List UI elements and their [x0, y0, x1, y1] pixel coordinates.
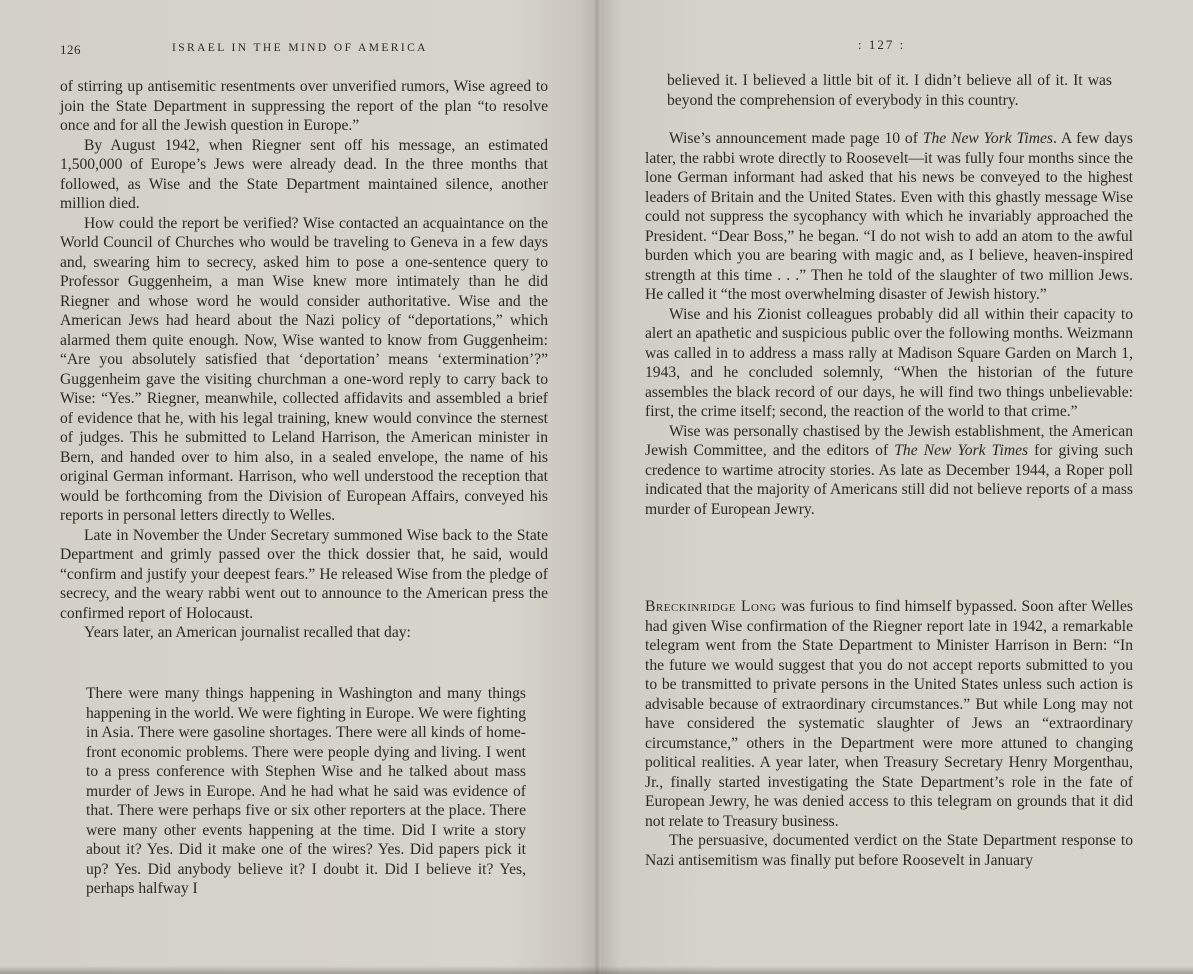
page-edge-shadow	[0, 966, 1193, 974]
newspaper-title: The New York Times	[894, 442, 1029, 459]
paragraph: How could the report be verified? Wise contacted an acquaintance on the World Council of Churches who would be traveling to Geneva in a few days and, swearing him to secrecy, asked him to pose a one-sentence query to Professor Guggenheim, a man Wise knew more intimately than he did Riegner and whose word he would consider authoritative. Wise and the American Jews had heard about the Nazi policy of “deportations,” which alarmed them quite enough. Now, Wise wanted to know from Guggenheim: “Are you absolutely satisfied that ‘deportation’ means ‘extermination’?” Guggenheim gave the visiting churchman a one-word reply to carry back to Wise: “Yes.” Riegner, meanwhile, collected affidavits and assembled a brief of evidence that he, with his legal training, knew would convince the sternest of judges. This he submitted to Leland Harrison, the American minister in Bern, and handed over to him also, in a sealed envelope, the name of his original German informant. Harrison, who well understood the reception that would be forthcoming from the Division of European Affairs, conveyed his reports in personal letters directly to Welles.	[60, 214, 548, 524]
quote-text: There were many things happening in Washington and many things happening in the world. We were fighting in Europe. We were fighting in Asia. There were gasoline shortages. There were all kinds of home-front economic problems. There were people dying and living. I went to a press conference with Stephen Wise and he talked about mass murder of Jews in Europe. And he had what he said was evidence of that. There were perhaps five or six other reporters at the place. There were many other events happening at the time. Did I write a story about it? Yes. Did it make one of the wires? Yes. Did papers pick it up? Yes. Did anybody believe it? I doubt it. Did I believe it? Yes, perhaps halfway I	[86, 685, 526, 897]
paragraph: Wise’s announcement made page 10 of The New York Times. A few days later, the rabbi wrote directly to Roosevelt—it was fully four months since the lone German informant had asked that his news be conveyed to the highest leaders of Britain and the United States. Even with this ghastly message Wise could not suppress the sycophancy with which he invariably approached the President. “Dear Boss,” he began. “I do not wish to add an atom to the awful burden which you are bearing with magic and, as I believe, heaven-inspired strength at this time . . .” Then he told of the slaughter of two million Jews. He called it “the most overwhelming disaster of Jewish history.”	[645, 130, 1133, 303]
paragraph: Wise was personally chastised by the Jewish establishment, the American Jewish Committee, and the editors of The New York Times for giving such credence to wartime atrocity stories. As late as December 1944, a Roper poll indicated that the majority of Americans still did not believe reports of a mass murder of European Jewry.	[645, 422, 1133, 518]
paragraph: Breckinridge Long was furious to find himself bypassed. Soon after Welles had given Wise confirmation of the Riegner report late in 1942, a remarkable telegram went from the State Department to Minister Harrison in Bern: “In the future we would suggest that you do not accept reports submitted to you to be transmitted to private persons in the United States unless such action is advisable because of extraordinary circumstances.” But while Long may not have considered the systematic slaughter of Jews an “extraordinary circumstance,” others in the Department were more attuned to changing political realities. A year later, when Treasury Secretary Henry Morgenthau, Jr., finally started investigating the State Department’s role in the fate of European Jewry, he was denied access to this telegram on grounds that it did not relate to Treasury business.	[645, 598, 1133, 830]
running-head: ISRAEL IN THE MIND OF AMERICA	[172, 42, 428, 54]
left-body-text	[60, 77, 548, 643]
paragraph: Late in November the Under Secretary summoned Wise back to the State Department and grimly passed over the thick dossier that, he said, would “confirm and justify your deepest fears.” He released Wise from the pledge of secrecy, and the weary rabbi went out to announce to the American press the confirmed report of Holocaust.	[60, 526, 548, 622]
section-lead-in: Breckinridge Long	[645, 598, 777, 615]
page-number-right: : 127 :	[858, 37, 906, 52]
right-body-text	[645, 129, 1133, 519]
paragraph: Years later, an American journalist recalled that day:	[84, 624, 411, 641]
paragraph: The persuasive, documented verdict on the State Department response to Nazi antisemitism was finally put before Roosevelt in January	[645, 832, 1133, 869]
right-body-text-section	[645, 597, 1133, 870]
paragraph: Wise and his Zionist colleagues probably did all within their capacity to alert an apathetic and suspicious public over the following months. Weizmann was called in to address a mass rally at Madison Square Garden on March 1, 1943, and he concluded solemnly, “When the historian of the future assembles the black record of our days, he will find two things unbelievable: first, the crime itself; second, the reaction of the world to that crime.”	[645, 305, 1133, 420]
quote-text: believed it. I believed a little bit of it. I didn’t believe all of it. It was beyond the comprehension of everybody in this country.	[667, 72, 1112, 109]
book-gutter	[593, 0, 601, 974]
newspaper-title: The New York Times	[922, 130, 1053, 147]
block-quote	[86, 684, 526, 899]
paragraph: of stirring up antisemitic resentments over unverified rumors, Wise agreed to join the State Department in suppressing the report of the plan “to resolve once and for all the Jewish question in Europe.”	[60, 78, 548, 134]
page-number-left: 126	[60, 42, 81, 57]
block-quote-continued	[667, 71, 1112, 110]
paragraph: By August 1942, when Riegner sent off his message, an estimated 1,500,000 of Europe’s Jews were already dead. In the three months that followed, as Wise and the State Department maintained silence, another million died.	[60, 136, 548, 212]
